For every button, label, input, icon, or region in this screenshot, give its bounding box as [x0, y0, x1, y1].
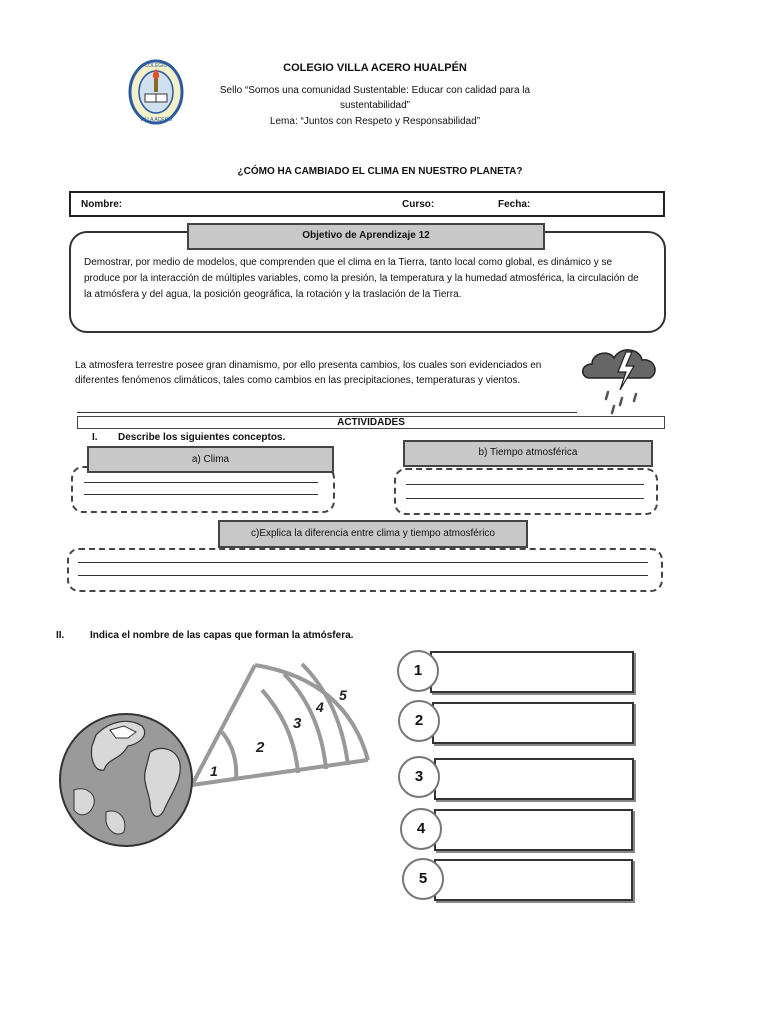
- divider: [77, 412, 577, 413]
- tiempo-heading: b) Tiempo atmosférica: [403, 440, 653, 467]
- layer-answer-box-4[interactable]: [434, 809, 633, 851]
- clima-answer-box[interactable]: [71, 466, 335, 513]
- logo-text-top: COLEGIO: [144, 63, 168, 69]
- section-2-label: Indica el nombre de las capas que forman la atmósfera.: [90, 630, 354, 641]
- course-label: Curso:: [402, 199, 435, 210]
- layer-number-1: 1: [397, 650, 439, 692]
- layer-label-2: 2: [256, 739, 265, 756]
- difference-line-1[interactable]: [78, 562, 648, 563]
- intro-text: La atmosfera terrestre posee gran dinamismo, por ello presenta cambios, los cuales son evidenciados en diferentes fenómenos climáticos, tales como cambios en las precipitaciones, temperaturas y vientos.: [75, 360, 542, 386]
- layer-answer-box-2[interactable]: [432, 702, 634, 744]
- student-info-box: [69, 191, 665, 217]
- name-label: Nombre:: [81, 199, 123, 210]
- layer-number-3: 3: [398, 756, 440, 798]
- school-logo: [128, 58, 184, 126]
- layer-answer-box-3[interactable]: [434, 758, 634, 800]
- tiempo-answer-box[interactable]: [394, 468, 658, 515]
- layer-number-5: 5: [402, 858, 444, 900]
- logo-text-bottom: VILLA ACERO: [139, 117, 173, 123]
- layer-answer-box-5[interactable]: [434, 859, 633, 901]
- section-1-label: Describe los siguientes conceptos.: [118, 432, 286, 443]
- difference-answer-box[interactable]: [67, 548, 663, 592]
- seal-line-1: Sello “Somos una comunidad Sustentable: Educar con calidad para la: [219, 85, 531, 96]
- layer-label-3: 3: [293, 715, 302, 732]
- layer-label-1: 1: [210, 763, 218, 779]
- clima-line-2[interactable]: [84, 494, 318, 495]
- clima-heading: a) Clima: [87, 446, 334, 473]
- section-2-number: II.: [56, 630, 65, 641]
- tiempo-line-1[interactable]: [406, 484, 644, 485]
- section-1-number: I.: [92, 432, 98, 443]
- difference-heading: c)Explica la diferencia entre clima y tiempo atmosférico: [218, 520, 528, 548]
- layer-number-4: 4: [400, 808, 442, 850]
- seal-line-2: sustentabilidad”: [339, 100, 411, 111]
- atmosphere-layers-diagram: [50, 640, 390, 870]
- motto: Lema: “Juntos con Respeto y Responsabilidad”: [269, 116, 481, 127]
- objective-text: Demostrar, por medio de modelos, que comprenden que el clima en la Tierra, tanto local como global, es dinámico y se produce por la interacción de múltiples variables, como la presión, la temperatura y la humedad atmosférica, la circulación de la atmósfera y del agua, la posición geográfica, la rotación y la traslación de la Tierra.: [84, 257, 639, 300]
- page-title: ¿CÓMO HA CAMBIADO EL CLIMA EN NUESTRO PLANETA?: [237, 166, 523, 177]
- layer-answer-box-1[interactable]: [430, 651, 634, 693]
- school-name: COLEGIO VILLA ACERO HUALPÉN: [283, 62, 467, 74]
- clima-line-1[interactable]: [84, 482, 318, 483]
- tiempo-line-2[interactable]: [406, 498, 644, 499]
- objective-heading: Objetivo de Aprendizaje 12: [187, 223, 545, 250]
- difference-line-2[interactable]: [78, 575, 648, 576]
- date-label: Fecha:: [498, 199, 531, 210]
- activities-heading: ACTIVIDADES: [77, 416, 665, 429]
- storm-cloud-icon: [578, 336, 670, 418]
- layer-label-4: 4: [316, 699, 324, 715]
- layer-label-5: 5: [339, 687, 347, 703]
- layer-number-2: 2: [398, 700, 440, 742]
